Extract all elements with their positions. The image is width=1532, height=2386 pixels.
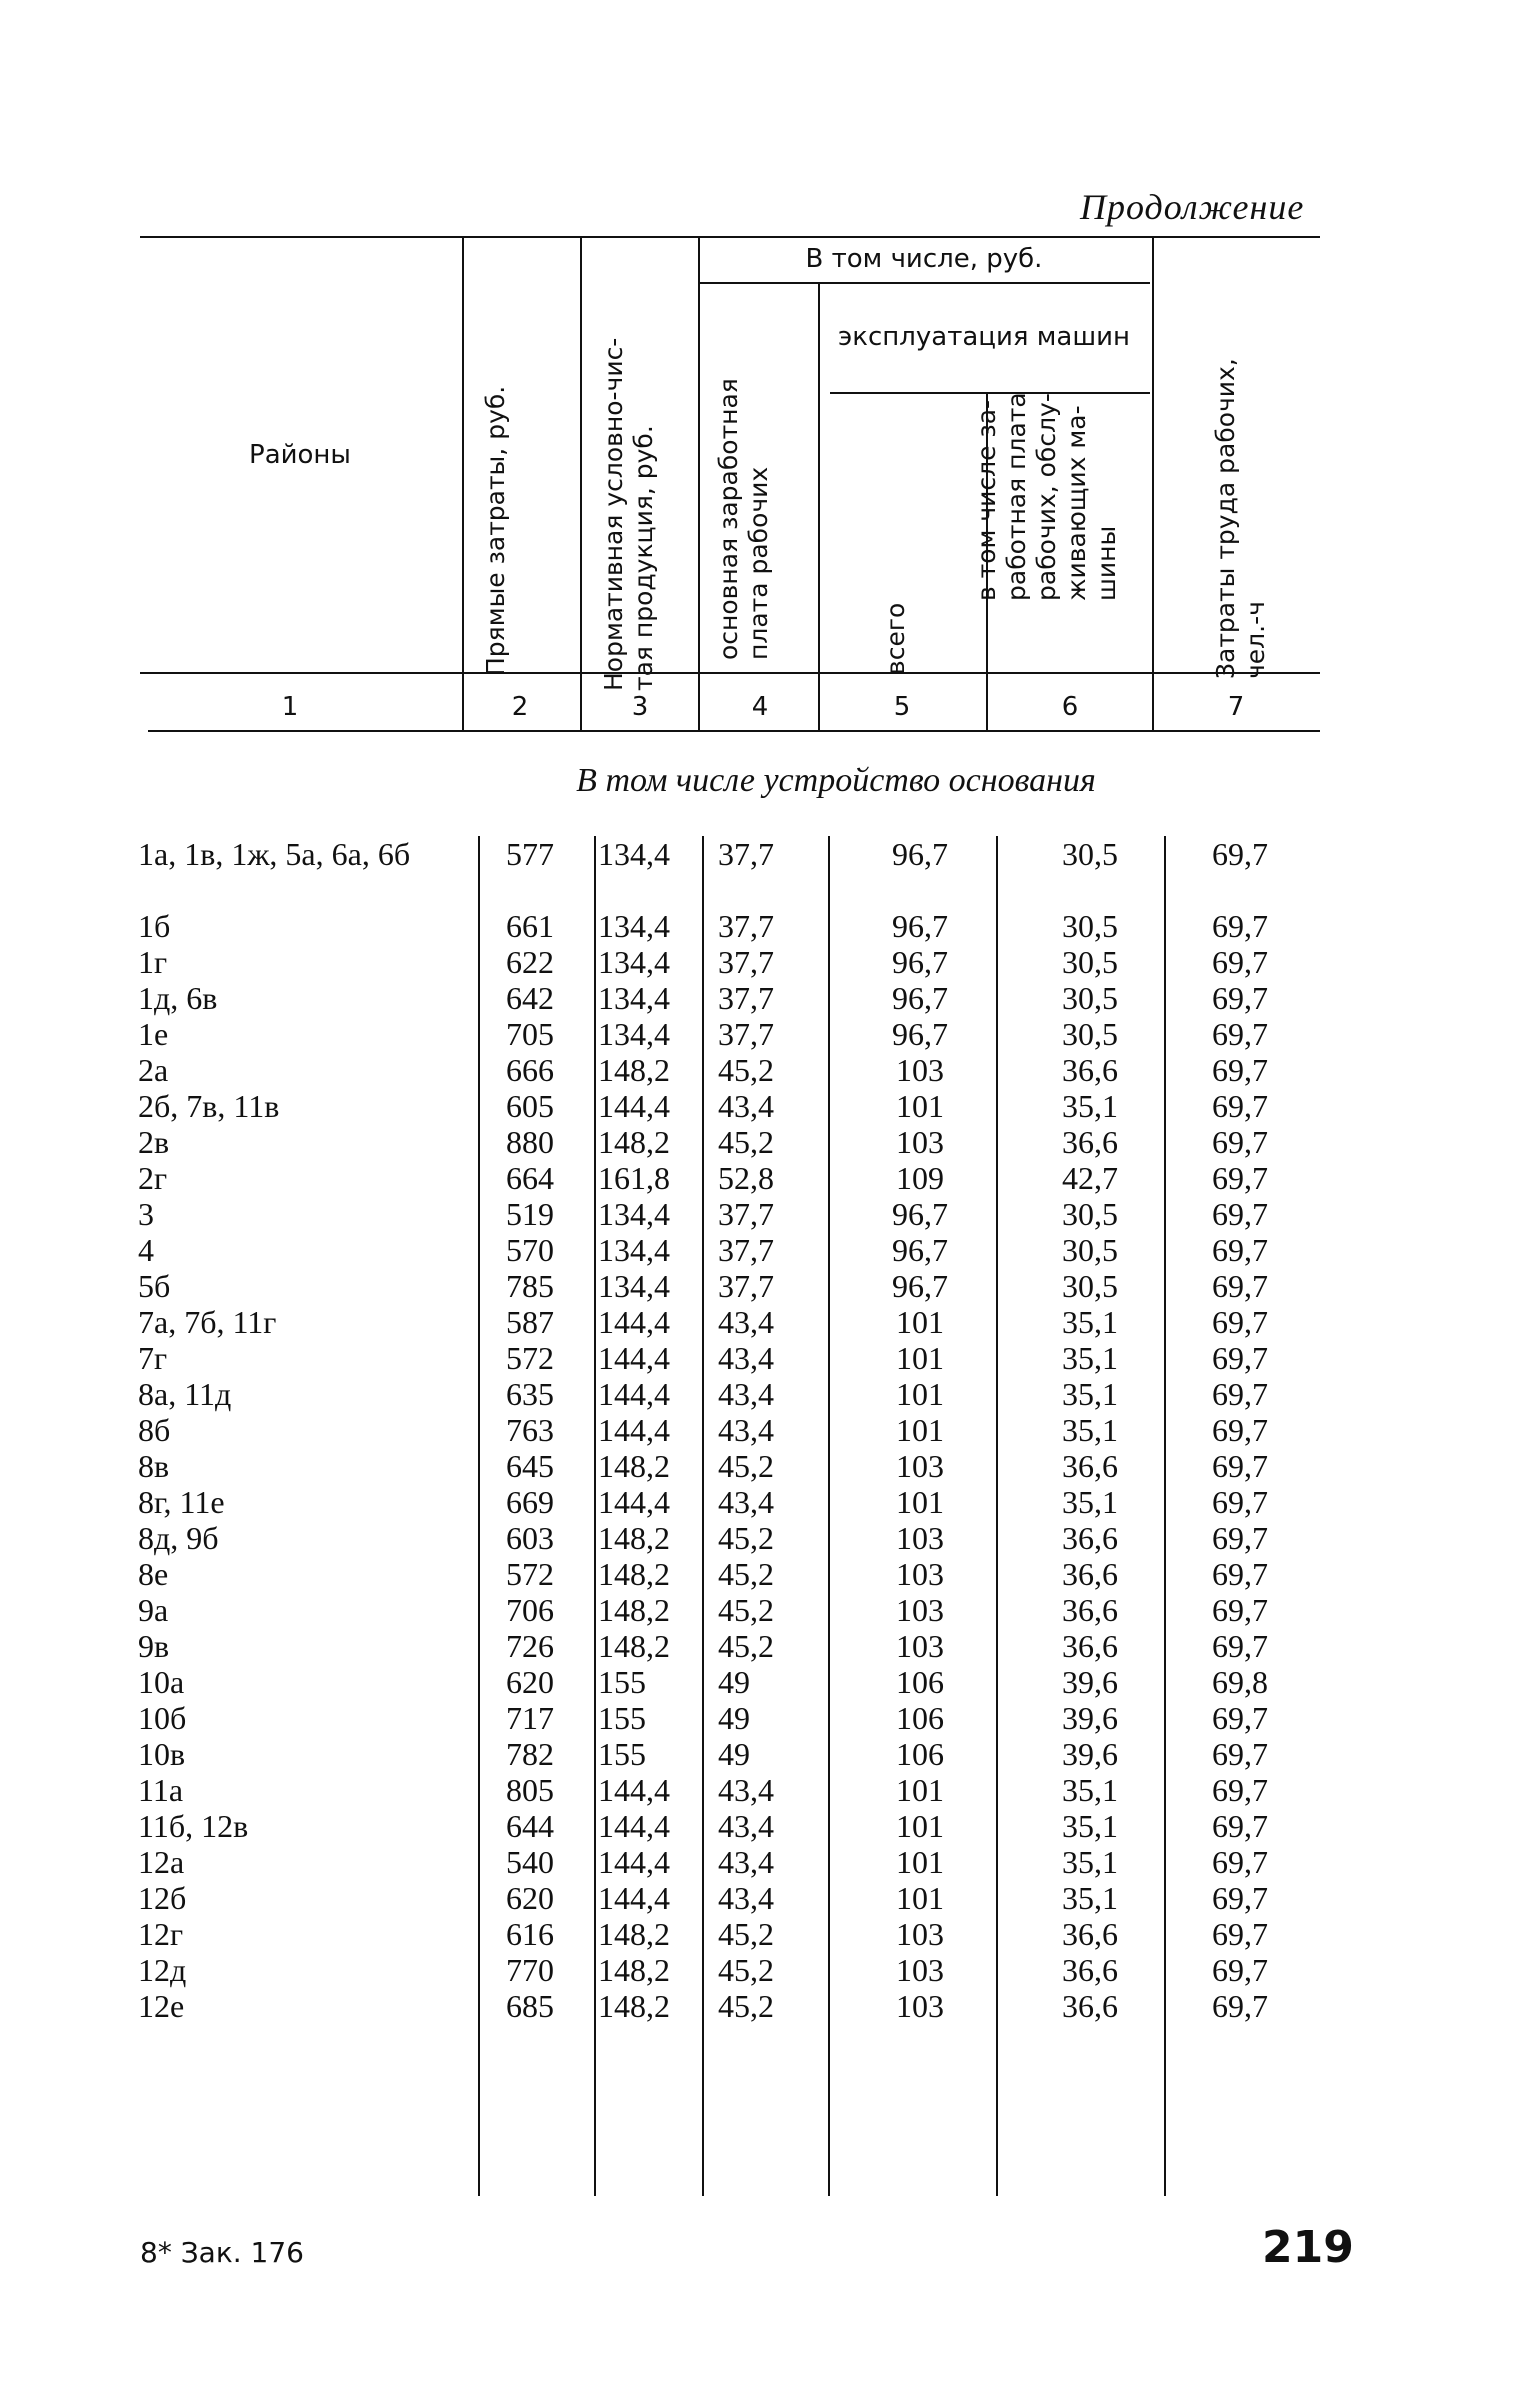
direct-costs-cell: 519 [506,1196,554,1232]
normative-cell: 148,2 [598,1952,670,1988]
labor-cell: 69,7 [1212,1520,1268,1556]
machines-wage-cell: 39,6 [1062,1700,1118,1736]
direct-costs-cell: 706 [506,1592,554,1628]
direct-costs-cell: 616 [506,1916,554,1952]
direct-costs-cell: 622 [506,944,554,980]
region-cell: 2г [138,1160,168,1196]
normative-cell: 144,4 [598,1772,670,1808]
normative-cell: 134,4 [598,1268,670,1304]
normative-cell: 155 [598,1736,646,1772]
machines-wage-cell: 35,1 [1062,1484,1118,1520]
basic-wage-cell: 43,4 [718,1088,774,1124]
machines-total-cell: 96,7 [892,980,948,1016]
machines-total-cell: 103 [896,1988,944,2024]
basic-wage-cell: 37,7 [718,980,774,1016]
col-number-7: 7 [1227,692,1245,722]
normative-cell: 144,4 [598,1412,670,1448]
labor-cell: 69,7 [1212,1088,1268,1124]
table-row [0,1628,1532,1664]
numbers-bottom-rule [148,730,1320,732]
machines-total-cell: 103 [896,1124,944,1160]
direct-costs-cell: 880 [506,1124,554,1160]
normative-cell: 134,4 [598,980,670,1016]
direct-costs-cell: 770 [506,1952,554,1988]
region-cell: 8а, 11д [138,1376,232,1412]
basic-wage-cell: 43,4 [718,1880,774,1916]
page-number: 219 [1262,2222,1354,2273]
direct-costs-cell: 705 [506,1016,554,1052]
labor-cell: 69,7 [1212,1304,1268,1340]
basic-wage-cell: 43,4 [718,1808,774,1844]
col-number-3: 3 [631,692,649,722]
table-row [0,1844,1532,1880]
region-cell: 10в [138,1736,186,1772]
normative-cell: 144,4 [598,1844,670,1880]
region-cell: 8е [138,1556,169,1592]
basic-wage-cell: 45,2 [718,1052,774,1088]
labor-cell: 69,7 [1212,1808,1268,1844]
header-labor: Затраты труда рабочих, чел.-ч [1211,358,1270,679]
machines-total-cell: 103 [896,1556,944,1592]
table-row [0,1808,1532,1844]
header-machines-total: всего [881,602,910,675]
region-cell: 7г [138,1340,168,1376]
normative-cell: 148,2 [598,1052,670,1088]
table-row [0,1232,1532,1268]
region-cell: 1б [138,908,171,944]
labor-cell: 69,7 [1212,1016,1268,1052]
machines-wage-cell: 36,6 [1062,1448,1118,1484]
direct-costs-cell: 605 [506,1088,554,1124]
table-row [0,1952,1532,1988]
basic-wage-cell: 45,2 [718,1628,774,1664]
labor-cell: 69,7 [1212,1988,1268,2024]
normative-cell: 148,2 [598,1124,670,1160]
table-row [0,1988,1532,2024]
labor-cell: 69,7 [1212,1736,1268,1772]
labor-cell: 69,7 [1212,836,1268,872]
basic-wage-cell: 43,4 [718,1844,774,1880]
basic-wage-cell: 49 [718,1700,750,1736]
direct-costs-cell: 782 [506,1736,554,1772]
table-row [0,980,1532,1016]
machines-total-cell: 101 [896,1376,944,1412]
labor-cell: 69,7 [1212,1916,1268,1952]
machines-total-cell: 103 [896,1520,944,1556]
region-cell: 2в [138,1124,170,1160]
machines-wage-cell: 36,6 [1062,1592,1118,1628]
direct-costs-cell: 685 [506,1988,554,2024]
table-row [0,836,1532,908]
table-row [0,1268,1532,1304]
basic-wage-cell: 45,2 [718,1520,774,1556]
table-row [0,944,1532,980]
region-cell: 4 [138,1232,154,1268]
labor-cell: 69,7 [1212,980,1268,1016]
region-cell: 3 [138,1196,154,1232]
table-row [0,1916,1532,1952]
normative-cell: 148,2 [598,1628,670,1664]
machines-wage-cell: 30,5 [1062,1268,1118,1304]
header-col-sep-2 [580,236,582,730]
machines-wage-cell: 30,5 [1062,1196,1118,1232]
basic-wage-cell: 37,7 [718,1196,774,1232]
normative-cell: 144,4 [598,1484,670,1520]
table-row [0,1196,1532,1232]
basic-wage-cell: 45,2 [718,1916,774,1952]
table-row [0,1160,1532,1196]
labor-cell: 69,8 [1212,1664,1268,1700]
basic-wage-cell: 49 [718,1736,750,1772]
direct-costs-cell: 603 [506,1520,554,1556]
basic-wage-cell: 43,4 [718,1772,774,1808]
region-cell: 10б [138,1700,187,1736]
direct-costs-cell: 620 [506,1664,554,1700]
normative-cell: 144,4 [598,1808,670,1844]
basic-wage-cell: 37,7 [718,944,774,980]
labor-cell: 69,7 [1212,1268,1268,1304]
machines-wage-cell: 35,1 [1062,1304,1118,1340]
header-direct-costs: Прямые затраты, руб. [481,385,510,676]
normative-cell: 148,2 [598,1448,670,1484]
col-number-4: 4 [751,692,769,722]
normative-cell: 155 [598,1700,646,1736]
header-bottom-rule [140,672,1320,674]
table-row [0,908,1532,944]
labor-cell: 69,7 [1212,1700,1268,1736]
machines-wage-cell: 35,1 [1062,1412,1118,1448]
basic-wage-cell: 43,4 [718,1376,774,1412]
machines-wage-cell: 36,6 [1062,1556,1118,1592]
table-top-rule [140,236,1320,238]
direct-costs-cell: 572 [506,1340,554,1376]
basic-wage-cell: 37,7 [718,836,774,872]
machines-total-cell: 96,7 [892,908,948,944]
header-regions: Районы [249,440,351,470]
basic-wage-cell: 45,2 [718,1448,774,1484]
table-row [0,1124,1532,1160]
normative-cell: 134,4 [598,1196,670,1232]
labor-cell: 69,7 [1212,1844,1268,1880]
normative-cell: 134,4 [598,836,670,872]
labor-cell: 69,7 [1212,1160,1268,1196]
basic-wage-cell: 45,2 [718,1124,774,1160]
region-cell: 2б, 7в, 11в [138,1088,280,1124]
direct-costs-cell: 726 [506,1628,554,1664]
section-title: В том числе устройство основания [576,762,1096,799]
machines-wage-cell: 35,1 [1062,1772,1118,1808]
table-row [0,1520,1532,1556]
machines-total-cell: 101 [896,1412,944,1448]
machines-total-cell: 101 [896,1772,944,1808]
region-cell: 11а [138,1772,184,1808]
labor-cell: 69,7 [1212,1448,1268,1484]
machines-wage-cell: 30,5 [1062,908,1118,944]
machines-total-cell: 103 [896,1448,944,1484]
normative-cell: 144,4 [598,1304,670,1340]
labor-cell: 69,7 [1212,1952,1268,1988]
direct-costs-cell: 642 [506,980,554,1016]
machines-total-cell: 106 [896,1736,944,1772]
direct-costs-cell: 570 [506,1232,554,1268]
table-row [0,1556,1532,1592]
machines-wage-cell: 39,6 [1062,1736,1118,1772]
machines-wage-cell: 36,6 [1062,1124,1118,1160]
normative-cell: 144,4 [598,1088,670,1124]
header-machines-group: эксплуатация машин [837,322,1131,352]
direct-costs-cell: 664 [506,1160,554,1196]
table-row [0,1700,1532,1736]
machines-wage-cell: 35,1 [1062,1340,1118,1376]
machines-total-cell: 106 [896,1700,944,1736]
region-cell: 1д, 6в [138,980,218,1016]
region-cell: 9в [138,1628,170,1664]
direct-costs-cell: 661 [506,908,554,944]
normative-cell: 161,8 [598,1160,670,1196]
header-col-sep-1 [462,236,464,730]
machines-wage-cell: 35,1 [1062,1808,1118,1844]
machines-wage-cell: 42,7 [1062,1160,1118,1196]
col-number-5: 5 [893,692,911,722]
region-cell: 1а, 1в, 1ж, 5а, 6а, 6б [138,836,411,872]
machines-total-cell: 109 [896,1160,944,1196]
machines-wage-cell: 36,6 [1062,1052,1118,1088]
machines-total-cell: 101 [896,1808,944,1844]
machines-total-cell: 96,7 [892,1268,948,1304]
region-cell: 1е [138,1016,169,1052]
labor-cell: 69,7 [1212,1556,1268,1592]
table-row [0,1592,1532,1628]
machines-total-cell: 103 [896,1628,944,1664]
direct-costs-cell: 666 [506,1052,554,1088]
machines-total-cell: 101 [896,1880,944,1916]
labor-cell: 69,7 [1212,1196,1268,1232]
machines-wage-cell: 30,5 [1062,836,1118,872]
direct-costs-cell: 805 [506,1772,554,1808]
col-number-6: 6 [1061,692,1079,722]
header-col-sep-6 [1152,236,1154,730]
header-normative: Нормативная условно-чис- тая продукция, руб. [599,337,658,691]
machines-total-cell: 96,7 [892,1232,948,1268]
machines-total-cell: 96,7 [892,836,948,872]
basic-wage-cell: 37,7 [718,1268,774,1304]
labor-cell: 69,7 [1212,1340,1268,1376]
group-rule [698,282,1150,284]
basic-wage-cell: 45,2 [718,1988,774,2024]
table-row [0,1376,1532,1412]
labor-cell: 69,7 [1212,1484,1268,1520]
table-row [0,1016,1532,1052]
basic-wage-cell: 37,7 [718,1016,774,1052]
basic-wage-cell: 45,2 [718,1952,774,1988]
labor-cell: 69,7 [1212,1628,1268,1664]
region-cell: 8г, 11е [138,1484,225,1520]
labor-cell: 69,7 [1212,1772,1268,1808]
machines-wage-cell: 35,1 [1062,1880,1118,1916]
table-body [0,836,1532,2024]
machines-wage-cell: 36,6 [1062,1916,1118,1952]
normative-cell: 134,4 [598,944,670,980]
normative-cell: 144,4 [598,1340,670,1376]
machines-total-cell: 101 [896,1304,944,1340]
col-number-2: 2 [511,692,529,722]
machines-wage-cell: 30,5 [1062,1232,1118,1268]
basic-wage-cell: 37,7 [718,1232,774,1268]
direct-costs-cell: 763 [506,1412,554,1448]
labor-cell: 69,7 [1212,1880,1268,1916]
table-row [0,1448,1532,1484]
machines-total-cell: 96,7 [892,944,948,980]
direct-costs-cell: 620 [506,1880,554,1916]
machines-total-cell: 101 [896,1844,944,1880]
labor-cell: 69,7 [1212,1232,1268,1268]
normative-cell: 148,2 [598,1988,670,2024]
direct-costs-cell: 669 [506,1484,554,1520]
machines-wage-cell: 36,6 [1062,1520,1118,1556]
normative-cell: 144,4 [598,1376,670,1412]
region-cell: 8д, 9б [138,1520,219,1556]
header-basic-wage: основная заработная плата рабочих [714,378,773,660]
region-cell: 11б, 12в [138,1808,249,1844]
region-cell: 12г [138,1916,184,1952]
normative-cell: 134,4 [598,1232,670,1268]
machines-wage-cell: 30,5 [1062,1016,1118,1052]
region-cell: 5б [138,1268,171,1304]
machines-total-cell: 96,7 [892,1016,948,1052]
machines-wage-cell: 30,5 [1062,944,1118,980]
machines-wage-cell: 36,6 [1062,1952,1118,1988]
normative-cell: 148,2 [598,1556,670,1592]
direct-costs-cell: 645 [506,1448,554,1484]
table-row [0,1052,1532,1088]
labor-cell: 69,7 [1212,1376,1268,1412]
machines-wage-cell: 30,5 [1062,980,1118,1016]
direct-costs-cell: 540 [506,1844,554,1880]
direct-costs-cell: 635 [506,1376,554,1412]
table-row [0,1412,1532,1448]
basic-wage-cell: 45,2 [718,1592,774,1628]
machines-total-cell: 103 [896,1916,944,1952]
region-cell: 9а [138,1592,169,1628]
machines-wage-cell: 35,1 [1062,1844,1118,1880]
table-row [0,1736,1532,1772]
machines-wage-cell: 36,6 [1062,1988,1118,2024]
machines-wage-cell: 35,1 [1062,1376,1118,1412]
direct-costs-cell: 572 [506,1556,554,1592]
region-cell: 10а [138,1664,185,1700]
normative-cell: 155 [598,1664,646,1700]
table-row [0,1772,1532,1808]
normative-cell: 134,4 [598,1016,670,1052]
machines-total-cell: 103 [896,1592,944,1628]
machines-total-cell: 96,7 [892,1196,948,1232]
basic-wage-cell: 43,4 [718,1304,774,1340]
normative-cell: 148,2 [598,1520,670,1556]
region-cell: 7а, 7б, 11г [138,1304,277,1340]
basic-wage-cell: 43,4 [718,1412,774,1448]
basic-wage-cell: 43,4 [718,1484,774,1520]
direct-costs-cell: 587 [506,1304,554,1340]
table-row [0,1664,1532,1700]
labor-cell: 69,7 [1212,1592,1268,1628]
basic-wage-cell: 52,8 [718,1160,774,1196]
table-row [0,1088,1532,1124]
normative-cell: 144,4 [598,1880,670,1916]
table-row [0,1340,1532,1376]
basic-wage-cell: 49 [718,1664,750,1700]
labor-cell: 69,7 [1212,1124,1268,1160]
machines-wage-cell: 36,6 [1062,1628,1118,1664]
direct-costs-cell: 577 [506,836,554,872]
table-row [0,1880,1532,1916]
labor-cell: 69,7 [1212,1412,1268,1448]
col-number-1: 1 [281,692,299,722]
machines-total-cell: 103 [896,1952,944,1988]
region-cell: 12д [138,1952,187,1988]
region-cell: 1г [138,944,168,980]
machines-wage-cell: 39,6 [1062,1664,1118,1700]
normative-cell: 134,4 [598,908,670,944]
continuation-label: Продолжение [1080,187,1305,227]
region-cell: 12е [138,1988,185,2024]
machines-total-cell: 103 [896,1052,944,1088]
machines-total-cell: 106 [896,1664,944,1700]
machines-wage-cell: 35,1 [1062,1088,1118,1124]
footer-order: 8* Зак. 176 [140,2236,304,2269]
labor-cell: 69,7 [1212,1052,1268,1088]
direct-costs-cell: 785 [506,1268,554,1304]
basic-wage-cell: 37,7 [718,908,774,944]
header-incl-group: В том числе, руб. [805,244,1043,274]
direct-costs-cell: 644 [506,1808,554,1844]
region-cell: 12б [138,1880,187,1916]
region-cell: 2а [138,1052,169,1088]
basic-wage-cell: 45,2 [718,1556,774,1592]
labor-cell: 69,7 [1212,944,1268,980]
machines-total-cell: 101 [896,1088,944,1124]
region-cell: 12а [138,1844,185,1880]
table-row [0,1484,1532,1520]
labor-cell: 69,7 [1212,908,1268,944]
direct-costs-cell: 717 [506,1700,554,1736]
table-row [0,1304,1532,1340]
machines-total-cell: 101 [896,1340,944,1376]
machines-total-cell: 101 [896,1484,944,1520]
basic-wage-cell: 43,4 [718,1340,774,1376]
normative-cell: 148,2 [598,1916,670,1952]
header-machines-wage: в том числе за- работная плата рабочих, обслу- живающих ма- шины [972,392,1121,601]
header-col-sep-3 [698,236,700,730]
normative-cell: 148,2 [598,1592,670,1628]
region-cell: 8в [138,1448,170,1484]
region-cell: 8б [138,1412,171,1448]
